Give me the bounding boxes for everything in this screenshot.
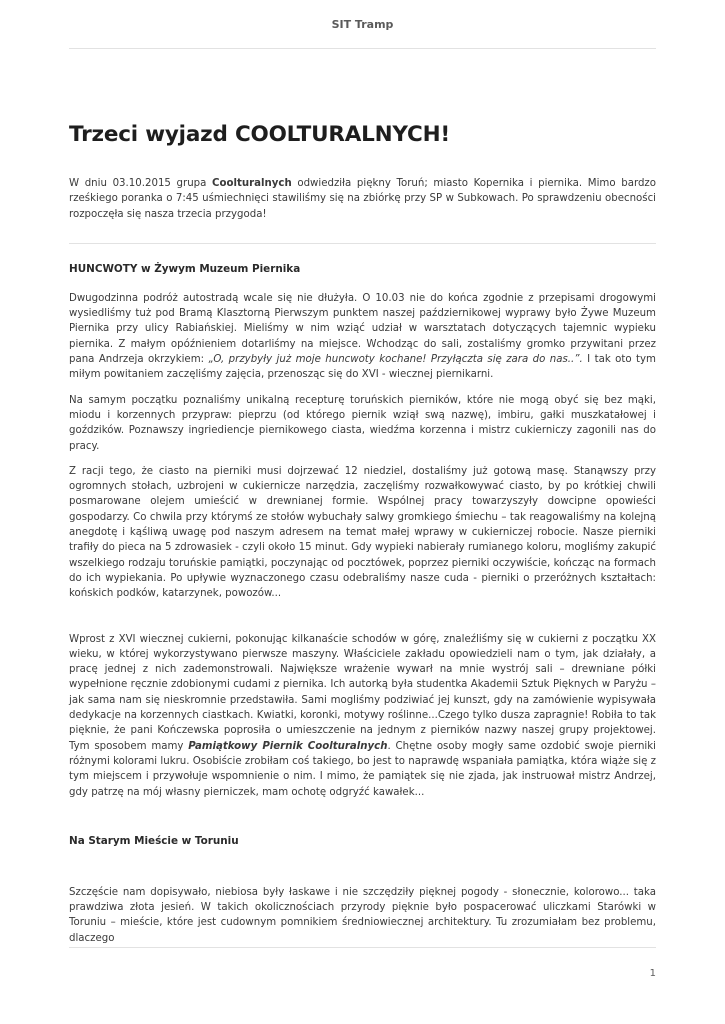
section-divider: [69, 243, 656, 244]
intro-text-before: W dniu 03.10.2015 grupa: [69, 178, 213, 189]
article: [69, 120, 656, 946]
page-number: 1: [649, 968, 656, 979]
site-title: SIT Tramp: [331, 18, 394, 31]
greeting-quote: „O, przybyły już moje huncwoty kochane! Przyłączta się zara do nas..”.: [208, 354, 583, 366]
museum-paragraph-4: [69, 632, 656, 800]
museum-p4-text-after: . Chętne osoby mogły same ozdobić swoje pierniki różnymi kolorami lukru. Osobiście zrobiłam coś takiego, bo jest to naprawdę wspaniała pamiątka, która wiąże się z tym miejscem i przywołuje wspomnienie o nim. I mimo, że pamiątek się nie zjada, jak instruował mistrz Andrzej, gdy patrzę na mój własny pierniczek, mam ochotę odgryźć kawałek...: [69, 740, 656, 798]
intro-text-after: odwiedziła piękny Toruń; miasto Kopernika i piernika. Mimo bardzo rześkiego poranka o 7:45 uśmiechnięci stawiliśmy się na zbiórkę przy SP w Subkowach. Po sprawdzeniu obecności rozpoczęła się nasza trzecia przygoda!: [69, 178, 657, 220]
old-town-paragraph-1: Szczęście nam dopisywało, niebiosa były łaskawe i nie szczędziły pięknej pogody - słonecznie, kolorowo... taka prawdziwa złota jesień. W takich okolicznościach przyrody pięknie było pospacerować uliczkami Starówki w Toruniu – mieście, które jest cudownym pomnikiem średniowiecznej architektury. Tu zrozumiałam bez problemu, dlaczego: [69, 886, 656, 944]
article-title: Trzeci wyjazd COOLTURALNYCH!: [69, 122, 451, 147]
museum-paragraph-2: Na samym początku poznaliśmy unikalną recepturę toruńskich pierników, które nie mogą obyć się bez mąki, miodu i korzennych przypraw: pieprzu (od którego piernik wziął swą nazwę), imbiru, gałki muszkatałowej i goździków. Poznawszy ingriediencje piernikowego ciasta, wiedźma korzenna i mistrz cukierniczy zagonili nas do pracy.: [69, 394, 656, 452]
museum-paragraph-1: [69, 291, 656, 383]
museum-p1-text-after: I tak oto tym miłym powitaniem zaczęliśmy zajęcia, przenosząc się do XVI - wiecznej piernikarni.: [69, 354, 656, 381]
museum-paragraph-3: Z racji tego, że ciasto na pierniki musi dojrzewać 12 niedziel, dostaliśmy już gotową masę. Stanąwszy przy ogromnych stołach, uzbrojeni w cukiernicze narzędzia, zaczęliśmy rozwałkowywać ciasto, by po krótkiej chwili posmarowane olejem umieścić w drewnianej formie. Wspólnej pracy towarzyszyły dowcipne opowieści gospodarzy. Co chwila przy którymś ze stołów wybuchały salwy gromkiego śmiechu – tak reagowaliśmy na kolejną anegdotę i kąśliwą uwagę pod naszym adresem na temat małej wprawy w cukierniczej robocie. Nasze pierniki trafiły do pieca na 5 zdrowasiek - czyli około 15 minut. Gdy wypieki nabierały rumianego koloru, mogliśmy zakupić wszelkiego rodzaju toruńskie pamiątki, poczynając od pocztówek, poprzez pierniki oczywiście, kończąc na formach do ich wypiekania. Po upływie wyznaczonego czasu odebraliśmy nasze cuda - pierniki o przeróżnych kształtach: końskich podków, katarzynek, powozów...: [69, 465, 656, 600]
museum-p4-text-before: Wprost z XVI wiecznej cukierni, pokonując kilkanaście schodów w górę, znaleźliśmy się w cukierni z początku XX wieku, w której wykorzystywano pierwsze maszyny. Właściciele zakładu opowiedzieli nam o tym, jak działały, a pracę jednej z nich zademonstrowali. Największe wrażenie wywarł na mnie wystrój sali – drewniane półki wypełnione ręcznie zdobionymi cudami z piernika. Ich autorką była studentka Akademii Sztuk Pięknych w Paryżu – jak sama nam się nieskromnie przedstawiła. Sami mogliśmy podziwiać jej kunszt, gdy na zamówienie wypisywała dedykacje na korzennych ciastkach. Kwiatki, koronki, motywy roślinne...Czego tylko dusza zapragnie! Robiła to tak pięknie, że pani Kończewska poprosiła o umieszczenie na jednym z pierników nazwy naszej grupy projektowej. Tym sposobem mamy: [69, 633, 656, 752]
section-heading-old-town: Na Starym Mieście w Toruniu: [69, 834, 239, 847]
souvenir-gingerbread-name: Pamiątkowy Piernik Coolturalnych: [188, 740, 388, 752]
page-footer: [69, 947, 656, 979]
page-header: [69, 0, 656, 49]
museum-p1-text-before: Dwugodzinna podróż autostradą wcale się nie dłużyła. O 10.03 nie do końca zgodnie z przepisami drogowymi wysiedliśmy tuż pod Bramą Klasztorną Pierwszym punktem naszej październikowej wyprawy było Żywe Muzeum Piernika przy ulicy Rabiańskiej. Mieliśmy w nim wziąć udział w warsztatach dotyczących tajemnic wypieku piernika. Z małym opóźnieniem dotarliśmy na miejsce. Wchodząc do sali, zostaliśmy gromko przywitani przez pana Andrzeja okrzykiem:: [69, 292, 656, 366]
intro-paragraph: [69, 176, 656, 222]
section-heading-museum: HUNCWOTY w Żywym Muzeum Piernika: [69, 262, 301, 275]
group-name: Coolturalnych: [212, 178, 292, 189]
